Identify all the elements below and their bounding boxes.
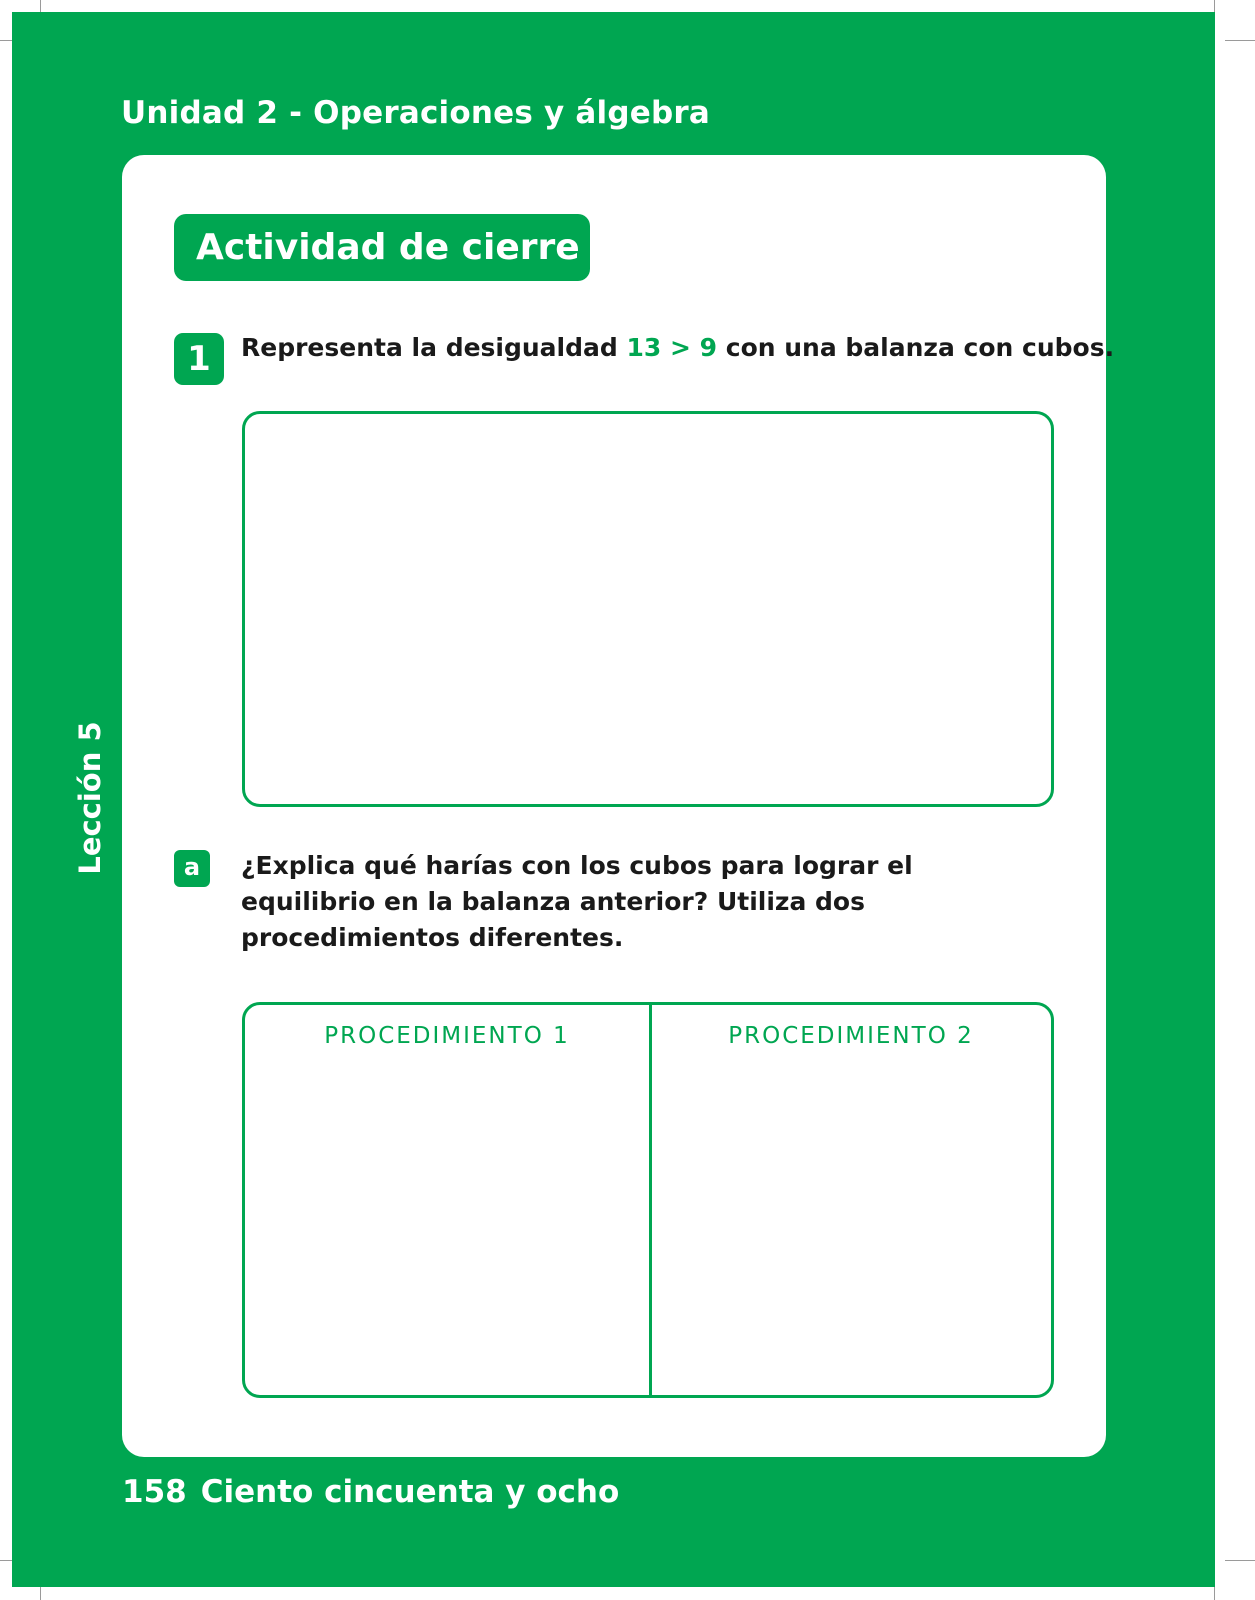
procedures-answer-box[interactable] <box>242 1002 1054 1398</box>
question-1-text-after: con una balanza con cubos. <box>717 333 1115 362</box>
lesson-side-label: Lección 5 <box>73 721 107 875</box>
page-number-words: Ciento cincuenta y ocho <box>200 1474 620 1510</box>
subquestion-letter-badge: a <box>174 850 210 887</box>
unit-title: Unidad 2 - Operaciones y álgebra <box>121 95 710 131</box>
question-1-text-before: Representa la desigualdad <box>241 333 627 362</box>
inequality-highlight: 13 > 9 <box>626 333 718 362</box>
activity-title: Actividad de cierre <box>174 214 590 281</box>
answer-box-balance[interactable] <box>242 411 1054 807</box>
question-a-text: ¿Explica qué harías con los cubos para lograr el equilibrio en la balanza anterior? Utiliza dos procedimientos diferentes. <box>241 851 913 952</box>
procedures-divider <box>649 1005 652 1395</box>
question-number-badge: 1 <box>174 333 224 385</box>
procedure-2-label: PROCEDIMIENTO 2 <box>728 1023 974 1049</box>
procedure-1-label: PROCEDIMIENTO 1 <box>324 1023 570 1049</box>
crop-mark <box>1225 1560 1255 1561</box>
page-number: 158 <box>122 1474 187 1510</box>
page-footer <box>122 1474 619 1510</box>
crop-mark <box>1225 40 1255 41</box>
question-1-text <box>241 333 1114 362</box>
